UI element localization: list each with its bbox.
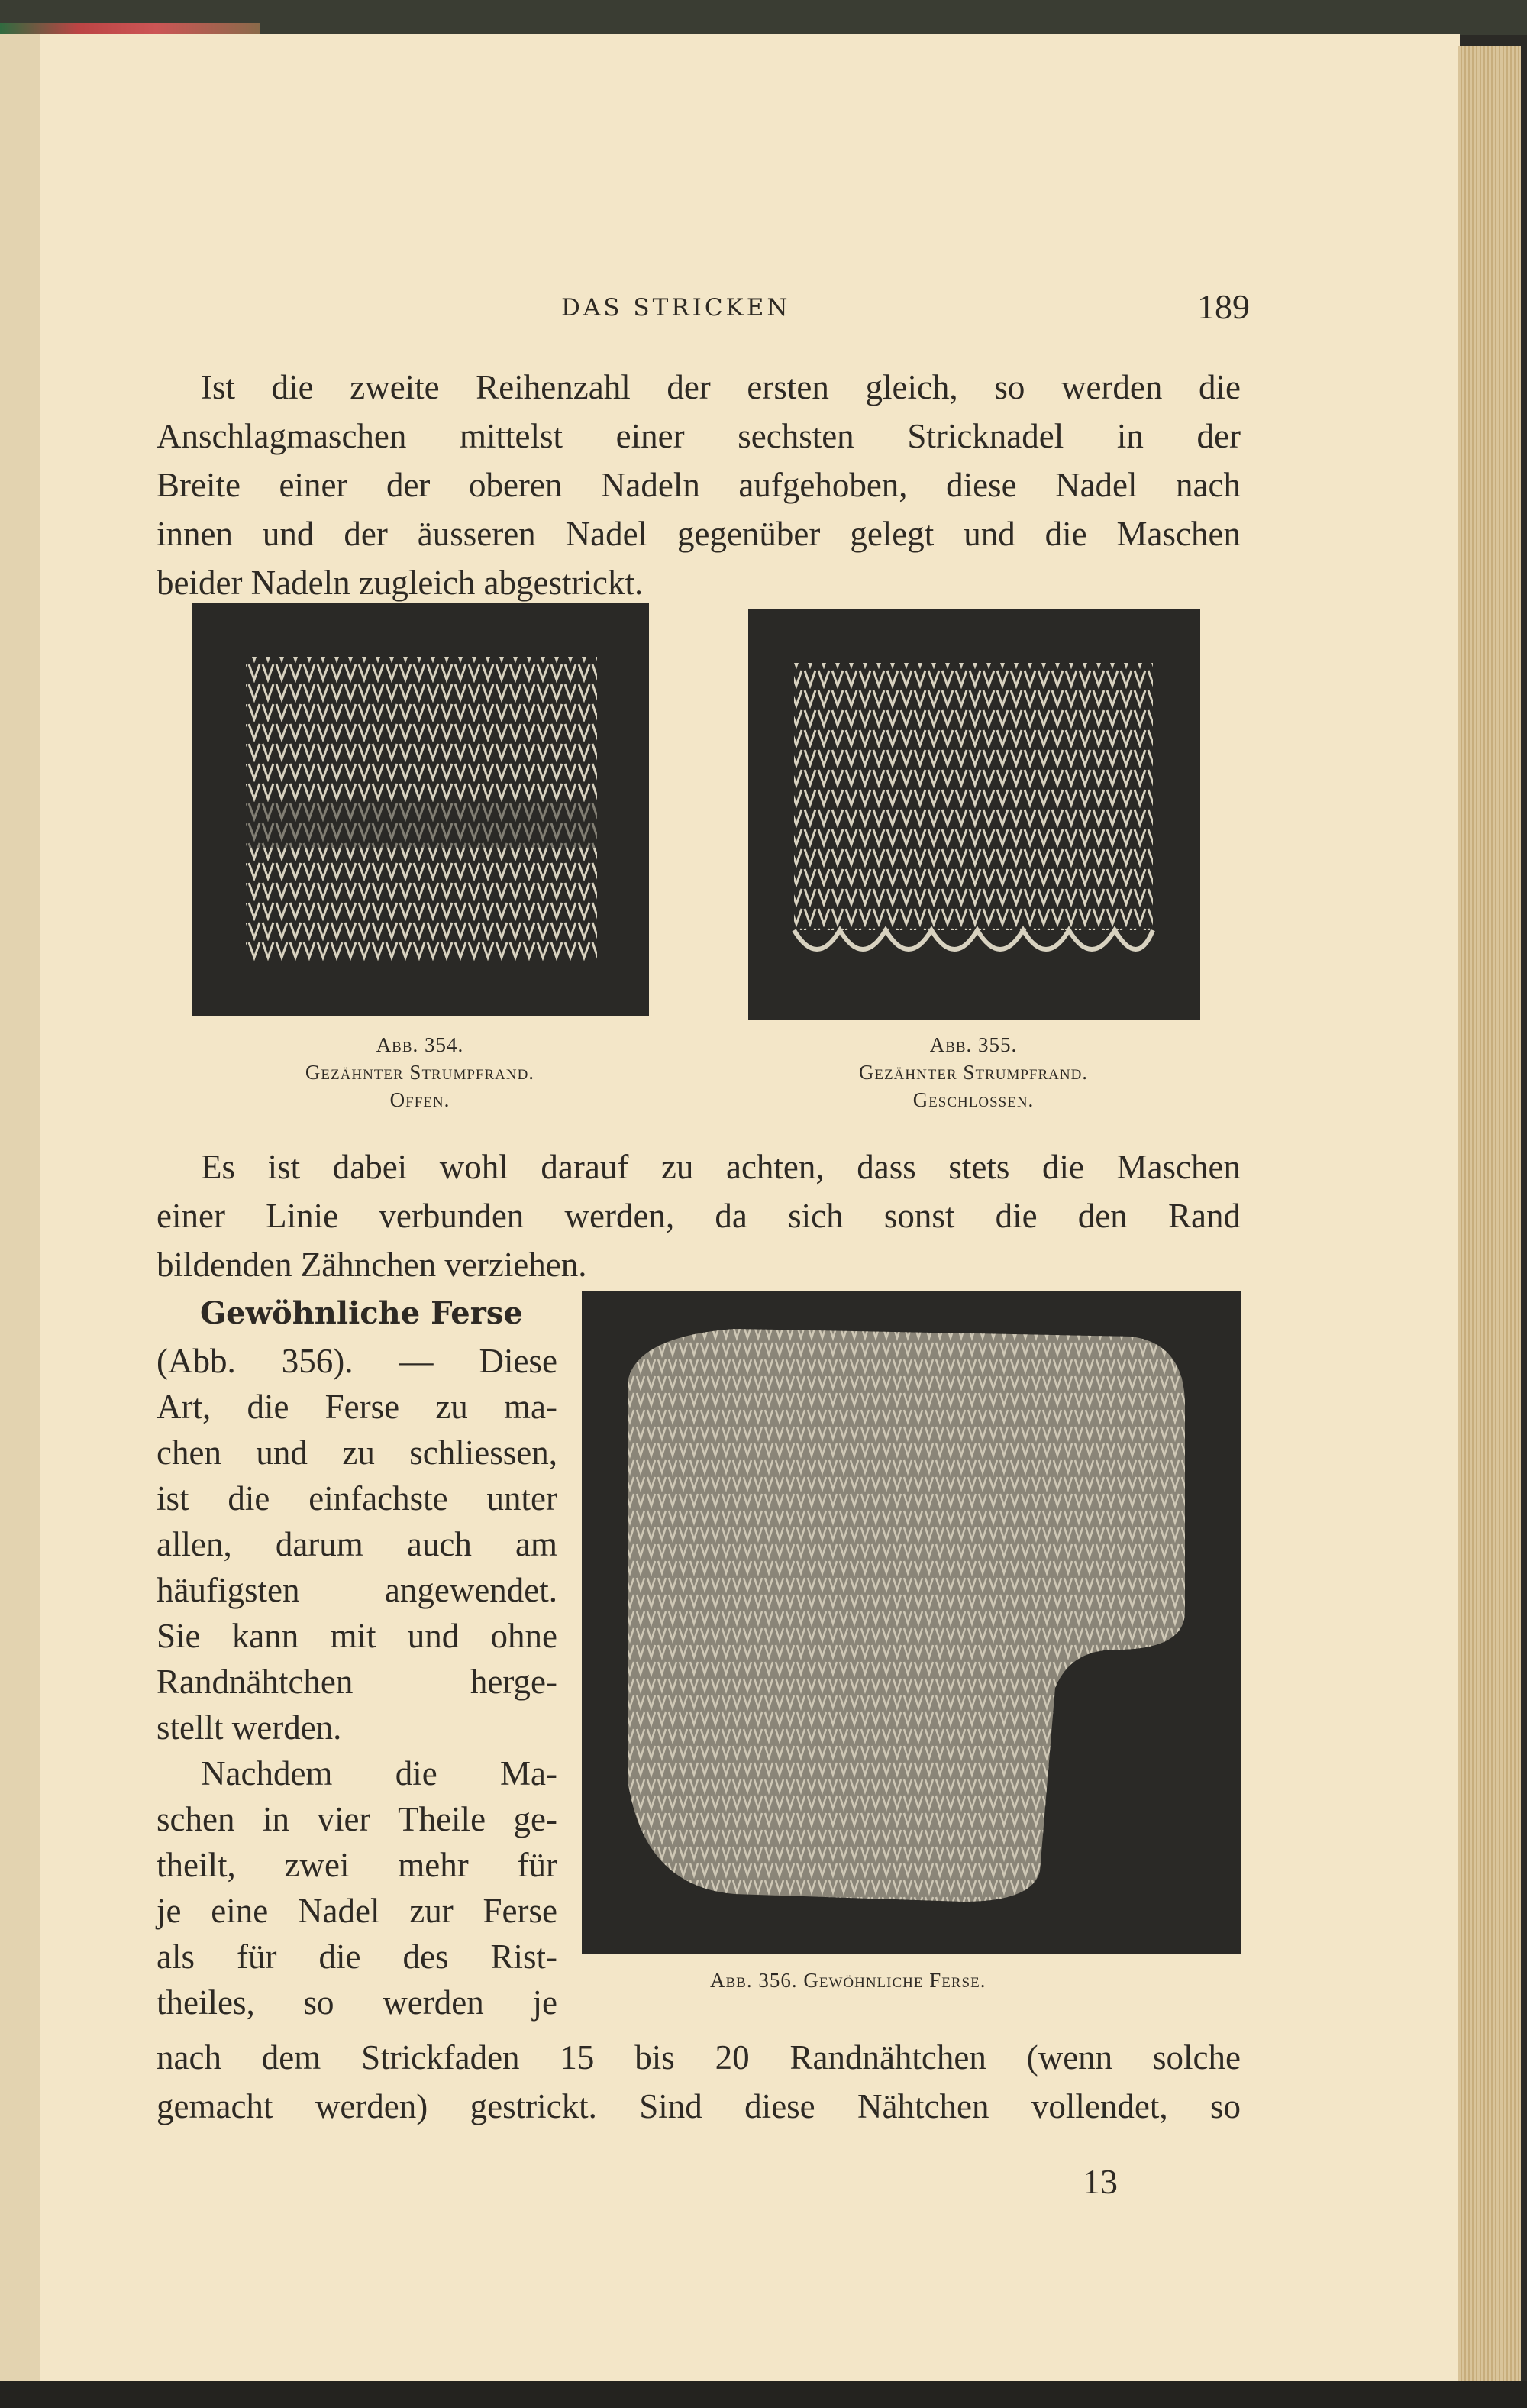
scan-background-bottom [0,2381,1527,2408]
text-line: Randnähtchen herge- [157,1663,557,1701]
text-line: innen und der äusseren Nadel gegenüber gelegt und die Maschen [157,515,1241,553]
text-line: Art, die Ferse zu ma- [157,1388,557,1426]
signature-mark: 13 [1083,2162,1118,2201]
figure-354-number: Abb. 354. [376,1033,464,1056]
text-line: Anschlagmaschen mittelst einer sechsten Stricknadel in der [157,417,1241,455]
text-line: häufigsten angewendet. [157,1571,557,1609]
text-line: als für die des Rist- [157,1938,557,1976]
running-title: DAS STRICKEN [561,294,791,322]
text-line: Breite einer der oberen Nadeln aufgehoben, diese Nadel nach [157,466,1241,504]
text-line: nach dem Strickfaden 15 bis 20 Randnähtchen (wenn solche [157,2038,1241,2077]
figure-355-title: Gezähnter Strumpfrand. [858,1061,1089,1084]
text-line: (Abb. 356). — Diese [157,1342,557,1380]
figure-354-image [192,603,649,1016]
text-line: Es ist dabei wohl darauf zu achten, dass stets die Maschen [201,1148,1241,1186]
text-line: je eine Nadel zur Ferse [157,1892,557,1930]
figure-355-number: Abb. 355. [929,1033,1018,1056]
figure-354-title: Gezähnter Strumpfrand. [305,1061,535,1084]
figure-354-subtitle: Offen. [389,1088,450,1111]
text-line: stellt werden. [157,1708,342,1747]
text-line: Ist die zweite Reihenzahl der ersten gleich, so werden die [201,368,1241,406]
page-number: 189 [1197,287,1250,326]
text-line: allen, darum auch am [157,1525,557,1563]
text-line: chen und zu schliessen, [157,1433,557,1472]
text-line: theiles, so werden je [157,1983,557,2022]
text-line: gemacht werden) gestrickt. Sind diese Nähtchen vollendet, so [157,2087,1241,2125]
text-line: schen in vier Theile ge- [157,1800,557,1838]
text-line: bildenden Zähnchen verziehen. [157,1246,587,1284]
text-line: Nachdem die Ma- [201,1754,557,1792]
page-stack-edge [1458,46,1521,2383]
figure-355-image [748,609,1200,1020]
text-line: ist die einfachste unter [157,1479,557,1518]
figure-355-subtitle: Geschlossen. [912,1088,1035,1111]
text-line: theilt, zwei mehr für [157,1846,557,1884]
text-line: Sie kann mit und ohne [157,1617,557,1655]
facing-page-edge [0,34,42,2386]
figure-354-caption [191,1031,649,1113]
figure-356-caption: Abb. 356. Gewöhnliche Ferse. [710,1969,986,1992]
text-line: beider Nadeln zugleich abgestrickt. [157,564,644,602]
figure-356-image [582,1291,1241,1954]
text-line: einer Linie verbunden werden, da sich sonst die den Rand [157,1197,1241,1235]
figure-355-caption [744,1031,1203,1113]
section-heading: Gewöhnliche Ferse [200,1295,523,1331]
